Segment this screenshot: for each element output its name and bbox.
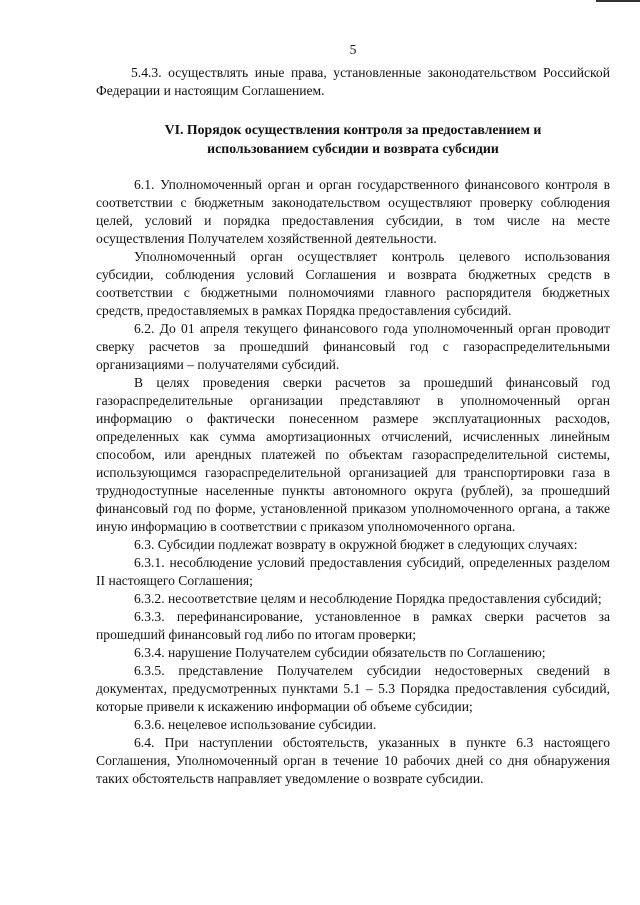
paragraph-6-3: 6.3. Субсидии подлежат возврату в окружной бюджет в следующих случаях: — [134, 537, 578, 552]
paragraph-6-1: 6.1. Уполномоченный орган и орган государственного финансового контроля в соответствии с бюджетным законодательством осуществляют проверку соблюдения целей, условий и порядка предоставления субсидии, в том числе на месте осуществления Получателем хозяйственной деятельности. — [96, 177, 610, 246]
paragraph-6-3-3: 6.3.3. перефинансирование, установленное в рамках сверки расчетов за прошедший финансовый год либо по итогам проверки; — [96, 609, 610, 642]
scan-edge-line — [596, 0, 640, 2]
paragraph-6-3-4: 6.3.4. нарушение Получателем субсидии обязательств по Соглашению; — [134, 645, 546, 660]
paragraph-6-3-5: 6.3.5. представление Получателем субсидии недостоверных сведений в документах, предусмотренных пунктами 5.1 – 5.3 Порядка предоставления субсидий, которые привели к искажению информации об объеме субсидии; — [96, 663, 610, 714]
paragraph-6-2: 6.2. До 01 апреля текущего финансового года уполномоченный орган проводит сверку расчетов за прошедший финансовый год с газораспределительными организациями – получателями субсидий. — [96, 321, 610, 372]
paragraph-6-1-control: Уполномоченный орган осуществляет контроль целевого использования субсидии, соблюдения условий Соглашения и возврата бюджетных средств в соответствии с бюджетными полномочиями главного распорядителя бюджетных средств, предоставляемых в рамках Порядка предоставления субсидий. — [96, 249, 610, 318]
page-number: 5 — [349, 42, 357, 57]
paragraph-6-3-1: 6.3.1. несоблюдение условий предоставления субсидий, определенных разделом II настоящего Соглашения; — [96, 555, 610, 588]
section-heading: VI. Порядок осуществления контроля за предоставлением и использованием субсидии и возврата субсидии — [164, 122, 542, 156]
paragraph-6-2-reconciliation: В целях проведения сверки расчетов за прошедший финансовый год газораспределительные организации представляют в уполномоченный орган информацию о фактически понесенном размере эксплуатационных расходов, определенных как сумма амортизационных отчислений, исчисленных линейным способом, или арендных платежей по объектам газораспределительной системы, использующимся газораспределительной организацией для транспортировки газа в труднодоступные населенные пункты автономного округа (рублей), за прошедший финансовый год по форме, установленной приказом уполномоченного органа, а также иную информацию в соответствии с приказом уполномоченного органа. — [96, 375, 610, 534]
paragraph-6-3-6: 6.3.6. нецелевое использование субсидии. — [134, 717, 377, 732]
paragraph-5-4-3: 5.4.3. осуществлять иные права, установленные законодательством Российской Федерации и настоящим Соглашением. — [96, 65, 610, 98]
paragraph-6-4: 6.4. При наступлении обстоятельств, указанных в пункте 6.3 настоящего Соглашения, Уполномоченный орган в течение 10 рабочих дней со дня обнаружения таких обстоятельств направляет уведомление о возврате субсидии. — [96, 735, 610, 786]
paragraph-6-3-2: 6.3.2. несоответствие целям и несоблюдение Порядка предоставления субсидий; — [134, 591, 602, 606]
